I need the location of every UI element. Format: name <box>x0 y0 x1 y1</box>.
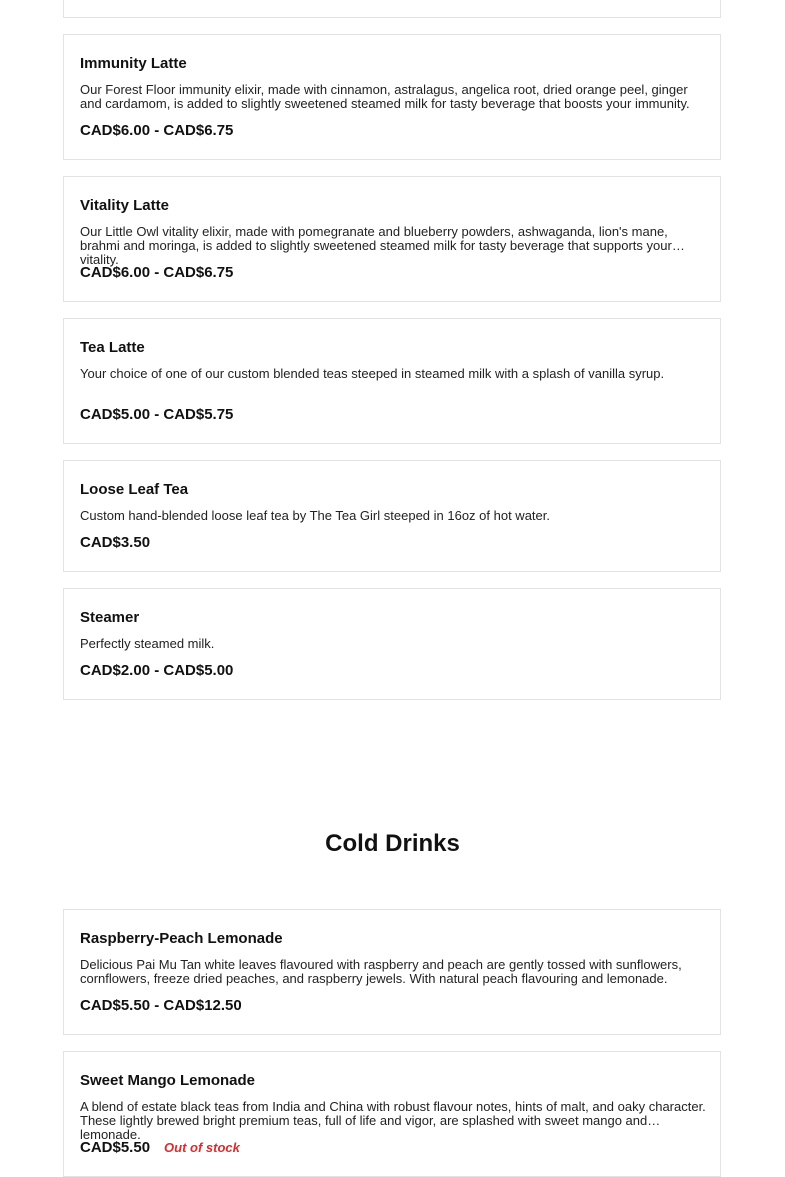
menu-item-card[interactable] <box>63 176 721 302</box>
item-name: Vitality Latte <box>80 197 169 214</box>
item-name: Raspberry-Peach Lemonade <box>80 930 283 947</box>
item-description: Our Little Owl vitality elixir, made with pomegranate and blueberry powders, ashwaganda, lion's mane, brahmi and moringa, is added to slightly sweetened steamed milk for tasty beverage that supports your vitality. <box>80 224 672 267</box>
item-description: Your choice of one of our custom blended teas steeped in steamed milk with a splash of vanilla syrup. <box>80 366 665 381</box>
item-description: Delicious Pai Mu Tan white leaves flavoured with raspberry and peach are gently tossed with sunflowers, cornflowers, freeze dried peaches, and raspberry jewels. With natural peach flavouring and lemonade. <box>80 957 682 986</box>
menu-item-card[interactable] <box>63 588 721 700</box>
item-name: Loose Leaf Tea <box>80 481 189 498</box>
item-price-row <box>80 1138 240 1158</box>
item-name: Tea Latte <box>80 339 145 356</box>
item-price: CAD$6.00 - CAD$6.75 <box>80 122 234 139</box>
menu-item-card[interactable] <box>63 1051 721 1177</box>
menu-item-card-partial[interactable] <box>63 0 721 18</box>
item-description: Perfectly steamed milk. <box>80 636 215 651</box>
item-description: Custom hand-blended loose leaf tea by The Tea Girl steeped in 16oz of hot water. <box>80 508 550 523</box>
item-price: CAD$3.50 <box>80 534 151 551</box>
item-price: CAD$6.00 - CAD$6.75 <box>80 264 234 281</box>
menu-item-card[interactable] <box>63 460 721 572</box>
item-description: Our Forest Floor immunity elixir, made with cinnamon, astralagus, angelica root, dried orange peel, ginger and cardamom, is added to slightly sweetened steamed milk for tasty beverage that boosts your immunity. <box>80 82 690 111</box>
menu-item-card[interactable] <box>63 909 721 1035</box>
item-price: CAD$5.00 - CAD$5.75 <box>80 406 234 423</box>
item-name: Sweet Mango Lemonade <box>80 1072 256 1089</box>
section-title-cold-drinks: Cold Drinks <box>325 830 460 857</box>
out-of-stock-badge: Out of stock <box>164 1140 240 1155</box>
item-price: CAD$5.50 <box>80 1139 151 1156</box>
menu-item-card[interactable] <box>63 318 721 444</box>
item-description: A blend of estate black teas from India and China with robust flavour notes, hints of malt, and oaky character. These lightly brewed bright premium teas, full of life and vigor, are splashed with sweet mango and lemonade. <box>80 1099 706 1142</box>
item-price: CAD$2.00 - CAD$5.00 <box>80 662 234 679</box>
item-price: CAD$5.50 - CAD$12.50 <box>80 997 242 1014</box>
item-name: Steamer <box>80 609 140 626</box>
item-name: Immunity Latte <box>80 55 187 72</box>
menu-item-card[interactable] <box>63 34 721 160</box>
